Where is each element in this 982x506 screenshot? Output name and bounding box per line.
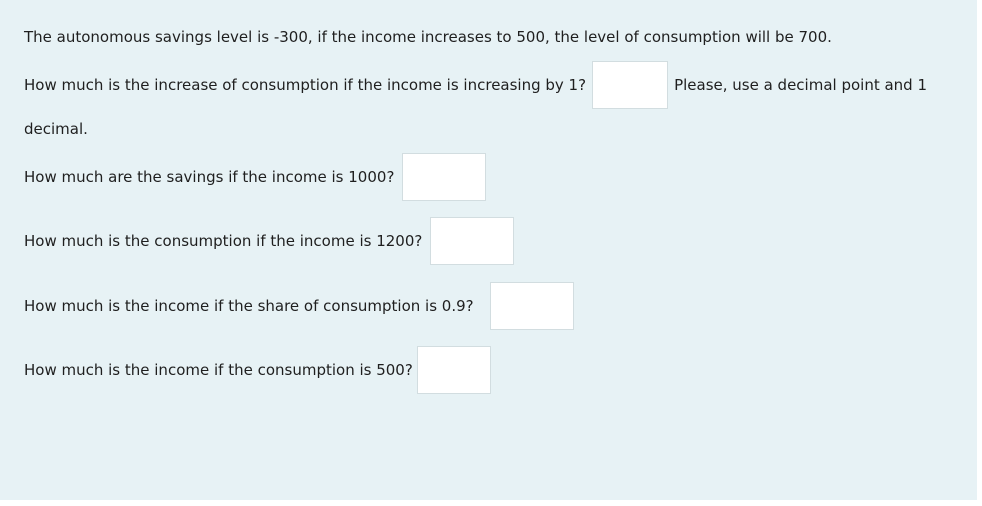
q4-text: How much is the income if the share of consumption is 0.9? <box>24 297 474 315</box>
question-intro <box>24 27 832 47</box>
question-5 <box>24 346 491 394</box>
q1-hint: Please, use a decimal point and 1 <box>674 76 928 94</box>
q2-text: How much are the savings if the income is 1000? <box>24 168 395 186</box>
answer-input-1[interactable] <box>592 61 668 109</box>
answer-input-2[interactable] <box>402 153 486 201</box>
intro-text: The autonomous savings level is -300, if the income increases to 500, the level of consumption will be 700. <box>24 28 832 46</box>
q1-hint-continued: decimal. <box>24 120 88 138</box>
question-3 <box>24 217 514 265</box>
q5-text: How much is the income if the consumption is 500? <box>24 361 413 379</box>
answer-input-3[interactable] <box>430 217 514 265</box>
question-1-continued <box>24 119 88 139</box>
q1-text: How much is the increase of consumption if the income is increasing by 1? <box>24 76 587 94</box>
answer-input-5[interactable] <box>417 346 491 394</box>
question-2 <box>24 153 486 201</box>
answer-input-4[interactable] <box>490 282 574 330</box>
question-4 <box>24 282 574 330</box>
question-1 <box>24 61 927 109</box>
q3-text: How much is the consumption if the income is 1200? <box>24 232 423 250</box>
